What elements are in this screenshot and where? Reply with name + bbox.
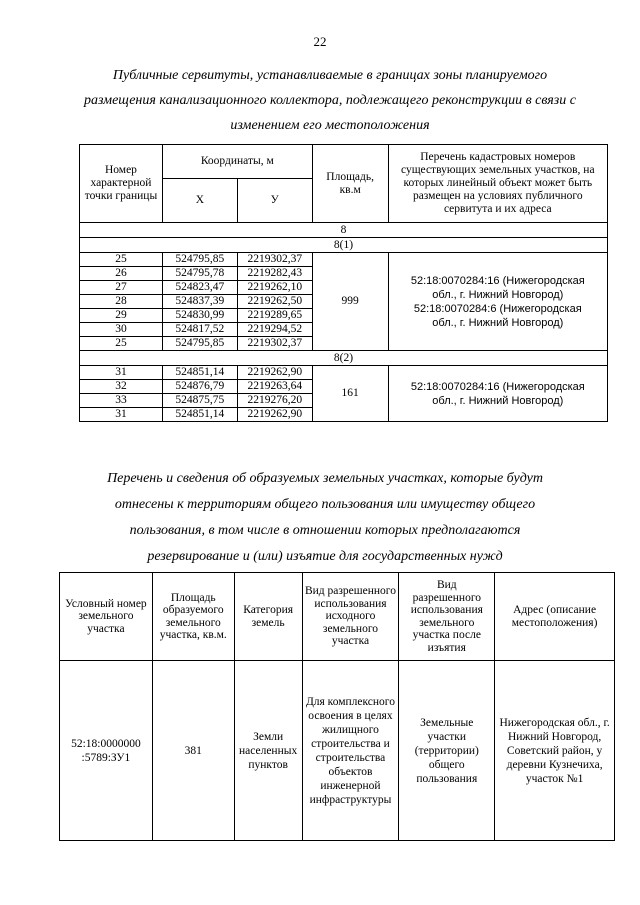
coordinate-x: 524876,79 (162, 380, 237, 394)
table-row (60, 661, 615, 841)
coordinate-x: 524851,14 (162, 408, 237, 422)
header-address: Адрес (описание местоположения) (495, 573, 615, 661)
parcel-address-line: 52:18:0070284:16 (Нижегородская (410, 380, 585, 393)
coordinate-y: 2219302,37 (237, 337, 312, 351)
point-number: 30 (80, 323, 163, 337)
coordinate-x: 524817,52 (162, 323, 237, 337)
parcel-list (388, 253, 607, 351)
point-number: 33 (80, 394, 163, 408)
parcel-area: 381 (152, 661, 234, 841)
coordinate-x: 524823,47 (162, 281, 237, 295)
header-point: Номер характерной точки границы (80, 145, 163, 223)
table-row (80, 366, 608, 380)
point-number: 32 (80, 380, 163, 394)
coordinate-y: 2219262,90 (237, 366, 312, 380)
section-label: 8 (80, 223, 608, 238)
page-number: 22 (313, 34, 327, 49)
coordinate-y: 2219294,52 (237, 323, 312, 337)
point-number: 25 (80, 337, 163, 351)
coordinate-y: 2219263,64 (237, 380, 312, 394)
parcels-heading: Перечень и сведения об образуемых земельных участках, которые будут отнесены к территориям общего пользования или имуществу общего пользования, в том числе в отношении которых предполагаются резервирование и (или) изъятие для государственных нужд (107, 471, 543, 564)
servitude-coordinates-table (79, 144, 608, 422)
header-category: Категория земель (234, 573, 302, 661)
header-y: У (237, 179, 312, 223)
coordinate-y: 2219276,20 (237, 394, 312, 408)
coordinate-y: 2219289,65 (237, 309, 312, 323)
parcel-category: Земли населенных пунктов (234, 661, 302, 841)
parcel-use-after: Земельные участки (территории) общего пользования (399, 661, 495, 841)
parcel-use-before: Для комплексного освоения в целях жилищного строительства и строительства объектов инженерной инфраструктуры (302, 661, 399, 841)
coordinate-y: 2219302,37 (237, 253, 312, 267)
coordinate-y: 2219262,10 (237, 281, 312, 295)
coordinate-x: 524875,75 (162, 394, 237, 408)
coordinate-y: 2219262,50 (237, 295, 312, 309)
coordinate-x: 524830,99 (162, 309, 237, 323)
header-coordinates: Координаты, м (162, 145, 312, 179)
servitude-area: 161 (312, 366, 388, 422)
point-number: 31 (80, 366, 163, 380)
point-number: 28 (80, 295, 163, 309)
parcel-address-line: 52:18:0070284:16 (Нижегородская (410, 274, 585, 287)
parcel-list (388, 366, 607, 422)
header-parcel-area: Площадь образуемого земельного участка, кв.м. (152, 573, 234, 661)
coordinate-x: 524795,78 (162, 267, 237, 281)
coordinate-y: 2219262,90 (237, 408, 312, 422)
servitude-area: 999 (312, 253, 388, 351)
header-parcel-id: Условный номер земельного участка (60, 573, 153, 661)
parcel-address-line: обл., г. Нижний Новгород) (432, 288, 564, 301)
coordinate-x: 524851,14 (162, 366, 237, 380)
parcel-address-line: обл., г. Нижний Новгород) (432, 316, 564, 329)
point-number: 25 (80, 253, 163, 267)
coordinate-x: 524795,85 (162, 253, 237, 267)
group-label: 8(2) (80, 351, 608, 366)
point-number: 27 (80, 281, 163, 295)
coordinate-x: 524795,85 (162, 337, 237, 351)
header-use-before: Вид разрешенного использования исходного земельного участка (302, 573, 399, 661)
point-number: 29 (80, 309, 163, 323)
point-number: 26 (80, 267, 163, 281)
parcel-address-line: обл., г. Нижний Новгород) (432, 394, 564, 407)
header-use-after: Вид разрешенного использования земельного участка после изъятия (399, 573, 495, 661)
parcel-address: Нижегородская обл., г. Нижний Новгород, Советский район, у деревни Кузнечиха, участок №1 (495, 661, 615, 841)
table-row (80, 253, 608, 267)
coordinate-y: 2219282,43 (237, 267, 312, 281)
header-parcels: Перечень кадастровых номеров существующих земельных участков, на которых линейный объект может быть размещен на условиях публичного сервитута и их адреса (388, 145, 607, 223)
parcel-address-line: 52:18:0070284:6 (Нижегородская (413, 302, 582, 315)
parcel-id: 52:18:0000000 :5789:ЗУ1 (60, 661, 153, 841)
group-label: 8(1) (80, 238, 608, 253)
parcels-table (59, 572, 615, 841)
point-number: 31 (80, 408, 163, 422)
header-x: X (162, 179, 237, 223)
coordinate-x: 524837,39 (162, 295, 237, 309)
header-area: Площадь, кв.м (312, 145, 388, 223)
servitude-heading: Публичные сервитуты, устанавливаемые в границах зоны планируемого размещения канализационного коллектора, подлежащего реконструкции в связи с изменением его местоположения (84, 68, 576, 133)
